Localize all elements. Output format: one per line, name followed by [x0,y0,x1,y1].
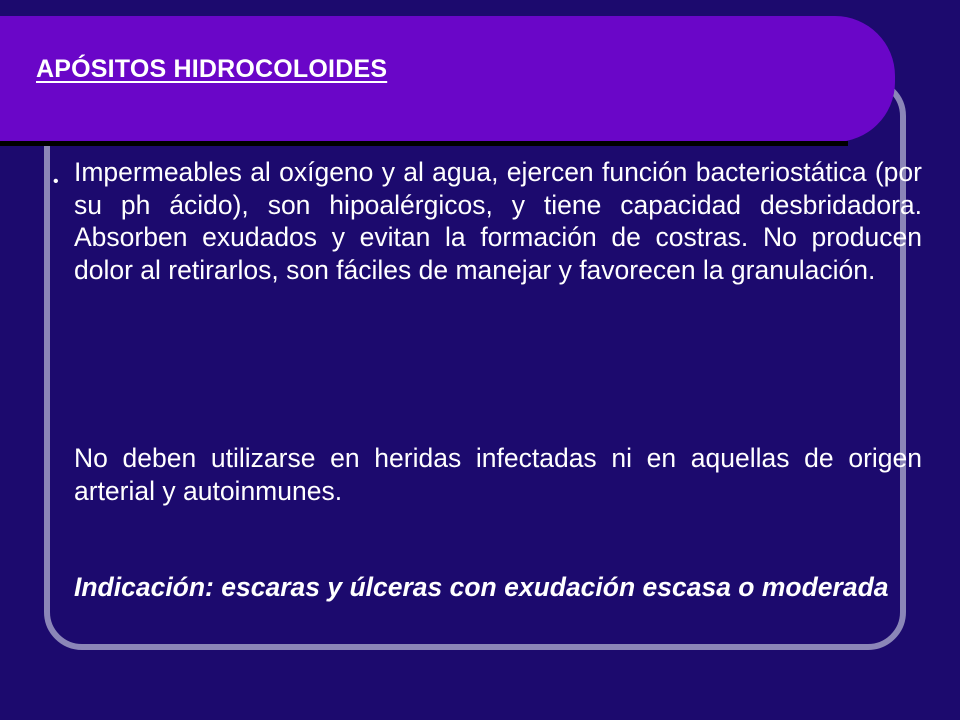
bullet-icon: • [53,173,59,190]
slide-title: APÓSITOS HIDROCOLOIDES [36,55,388,83]
title-divider [0,141,848,146]
paragraph-indication: Indicación: escaras y úlceras con exudación escasa o moderada [74,572,889,602]
paragraph-contraindications: No deben utilizarse en heridas infectadas ni en aquellas de origen arterial y autoinmunes. [74,443,922,506]
paragraph-properties: Impermeables al oxígeno y al agua, ejercen función bacteriostática (por su ph ácido), son hipoalérgicos, y tiene capacidad desbridadora. Absorben exudados y evitan la formación de costras. No producen dolor al retirarlos, son fáciles de manejar y favorecen la granulación. [74,157,922,285]
